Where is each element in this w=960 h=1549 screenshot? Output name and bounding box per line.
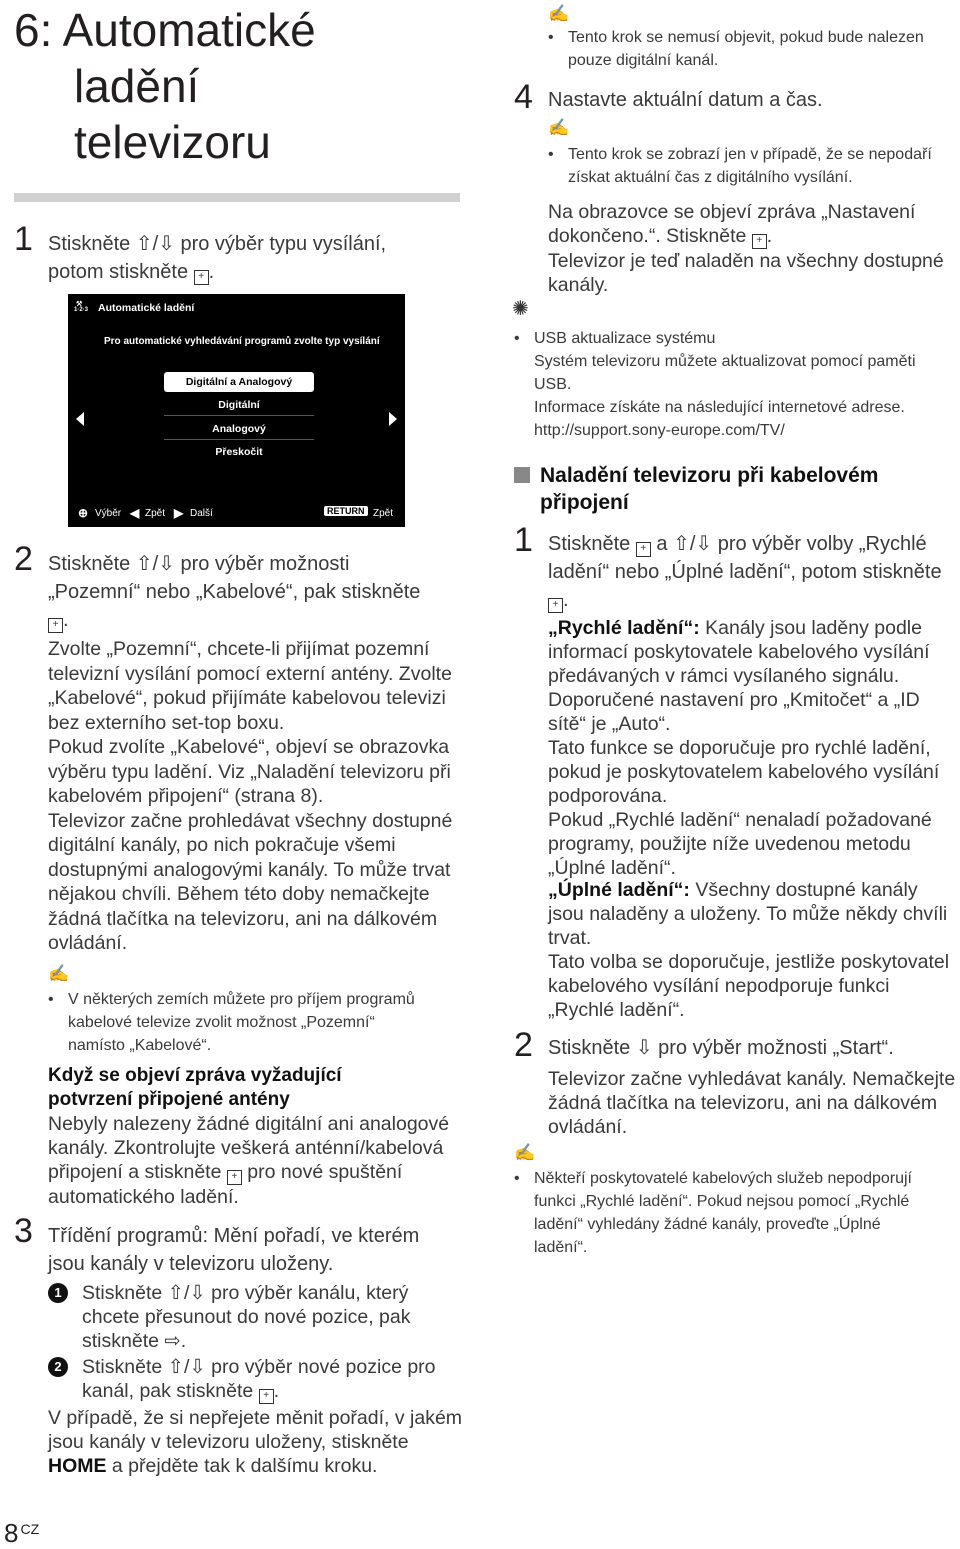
step-2-text: Stiskněte ⇧/⇩ pro výběr možnosti „Pozemní“ nebo „Kabelové“, pak stiskněte + . [48, 553, 421, 631]
step-1-number: 1 [14, 220, 33, 258]
cable-step-1-number: 1 [514, 521, 533, 559]
select-icon: ⊕ [78, 506, 89, 520]
antenna-body: Nebyly nalezeny žádné digitální ani analogové kanály. Zkontrolujte veškerá anténní/kabelová připojení a stiskněte + pro nové spuštění automatického ladění. [48, 1113, 450, 1208]
section-marker-icon [514, 467, 530, 483]
return-key: RETURN [324, 506, 368, 516]
enter-key-icon: + [227, 1170, 242, 1185]
note-pencil-icon: ✍ [548, 4, 570, 23]
home-key-label: HOME [48, 1455, 107, 1477]
full-scan-text: „Úplné ladění“: Všechny dostupné kanály jsou naladěny a uloženy. To může někdy chvíli trvat. Tato volba se doporučuje, jestliže poskytovatel kabelového vysílání nepodporuje funkci „Rychlé ladění“. [548, 879, 950, 1021]
step-3-tail: V případě, že si nepřejete měnit pořadí, v jakém jsou kanály v televizoru uloženy, stiskněte HOME a přejděte tak k dalšímu kroku. [48, 1407, 463, 1477]
step-2-note: • V některých zemích můžete pro příjem programů kabelové televize zvolit možnost „Pozemní“ namísto „Kabelové“. [48, 991, 415, 1054]
antenna-heading: Když se objeví zpráva vyžadující potvrzení připojené antény [48, 1065, 342, 1110]
tv-option-analog[interactable]: Analogový [164, 419, 314, 440]
right-note-2: • Tento krok se zobrazí jen v případě, že se nepodaří získat aktuální čas z digitálního vysílání. [548, 146, 932, 186]
tv-option-digital-analog[interactable]: Digitální a Analogový [164, 372, 314, 392]
tv-option-skip[interactable]: Přeskočit [215, 446, 263, 458]
done-text: Na obrazovce se objeví zpráva „Nastavení dokončeno.“. Stiskněte + . Televizor je teď naladěn na všechny dostupné kanály. [548, 201, 944, 296]
cable-step-2-number: 2 [514, 1026, 533, 1064]
section-heading: Naladění televizoru při kabelovém připojení [540, 464, 879, 514]
step-4-number: 4 [514, 78, 533, 116]
back-icon: ◀ [130, 506, 140, 520]
step-2-body: Zvolte „Pozemní“, chcete-li přijímat pozemní televizní vysílání pomocí externí antény. Zvolte „Kabelové“, pokud přijímáte kabelovou televizi bez externího set-top boxu. Pokud zvolíte „Kabelové“, objeví se obrazovka výběru typu ladění. Viz „Naladění televizoru při kabelovém připojení“ (strana 8). Televizor začne prohledávat všechny dostupné digitální kanály, po nich pokračuje všemi dostupnými analogovými kanály. To může trvat nějakou chvíli. Během této doby nemačkejte žádná tlačítka na televizoru, ani na dálkovém ovládání. [48, 638, 453, 954]
right-note-3: • Někteří poskytovatelé kabelových služeb nepodporují funkci „Rychlé ladění“. Pokud nejsou pomocí „Rychlé ladění“ vyhledány žádné kanály, proveďte „Úplné ladění“. [514, 1170, 912, 1256]
tip-icon: ✺ [512, 298, 529, 320]
tv-header: Automatické ladění [98, 302, 195, 314]
step-3-sub-1: Stiskněte ⇧/⇩ pro výběr kanálu, který chcete přesunout do nové pozice, pak stiskněte ⇨. [82, 1282, 411, 1352]
tv-footer-next: Další [190, 508, 213, 519]
step-3-text: Třídění programů: Mění pořadí, ve kterém jsou kanály v televizoru uloženy. [48, 1225, 420, 1275]
tv-option-digital[interactable]: Digitální [164, 395, 314, 416]
next-icon: ▶ [174, 506, 184, 520]
enter-key-icon: + [752, 234, 767, 249]
step-1-text: Stiskněte ⇧/⇩ pro výběr typu vysílání, potom stiskněte + . [48, 233, 387, 283]
right-note-1: • Tento krok se nemusí objevit, pokud bude nalezen pouze digitální kanál. [548, 29, 924, 69]
step-3-sub-2: Stiskněte ⇧/⇩ pro výběr nové pozice pro kanál, pak stiskněte + . [82, 1356, 436, 1402]
tv-footer-back: Zpět [145, 508, 166, 519]
tv-footer-return-back: Zpět [373, 508, 394, 519]
wrench-icon: ⚒ [76, 301, 83, 308]
support-link[interactable]: http://support.sony-europe.com/TV/ [534, 422, 785, 439]
cable-step-2-body: Televizor začne vyhledávat kanály. Nemačkejte žádná tlačítka na televizoru, ani na dálkovém ovládání. [548, 1068, 956, 1138]
step-2-number: 2 [14, 540, 33, 578]
enter-key-icon: + [194, 270, 209, 285]
enter-key-icon: + [48, 618, 63, 633]
page-number: 8 $^{CZ}$ [4, 1518, 40, 1548]
left-arrow-icon [76, 412, 84, 426]
usb-tip: • USB aktualizace systému Systém televizoru můžete aktualizovat pomocí paměti USB. Informace získáte na následující internetové adrese. http://support.sony-europe.com/TV/ [514, 327, 916, 442]
cable-step-2-text: Stiskněte ⇩ pro výběr možnosti „Start“. [548, 1037, 894, 1059]
step-4-text: Nastavte aktuální datum a čas. [548, 89, 823, 111]
enter-key-icon: + [548, 598, 563, 613]
enter-key-icon: + [636, 542, 651, 557]
note-pencil-icon: ✍ [548, 118, 570, 137]
sub-step-2-marker: 2 [48, 1357, 68, 1377]
title-rule [14, 193, 460, 202]
full-scan-label: „Úplné ladění“: [548, 879, 690, 901]
cable-step-1-text: Stiskněte + a ⇧/⇩ pro výběr volby „Rychlé ladění“ nebo „Úplné ladění“, potom stiskněte + . [548, 533, 942, 611]
quick-scan-label: „Rychlé ladění“: [548, 617, 700, 639]
note-pencil-icon: ✍ [48, 964, 70, 983]
enter-key-icon: + [259, 1389, 274, 1404]
page-title: 6: Automatické ladění televizoru [14, 4, 316, 168]
right-arrow-icon [389, 412, 397, 426]
quick-scan-text: „Rychlé ladění“: Kanály jsou laděny podle informací poskytovatele kabelového vysílání předávaných v rámci vysílaného signálu. Doporučené nastavení pro „Kmitočet“ a „ID sítě“ je „Auto“. Tato funkce se doporučuje pro rychlé ladění, pokud je poskytovatelem kabelového vysílání podporována. Pokud „Rychlé ladění“ nenaladí požadované programy, použijte níže uvedenou metodu „Úplné ladění“. [548, 617, 940, 879]
tv-prompt: Pro automatické vyhledávání programů zvolte typ vysílání [104, 336, 380, 347]
steps-icon: 1·2·3 [74, 307, 89, 313]
sub-step-1-marker: 1 [48, 1283, 68, 1303]
tv-screen [68, 294, 405, 527]
note-pencil-icon: ✍ [514, 1143, 536, 1162]
step-3-number: 3 [14, 1212, 33, 1250]
tv-footer-select: Výběr [95, 508, 122, 519]
